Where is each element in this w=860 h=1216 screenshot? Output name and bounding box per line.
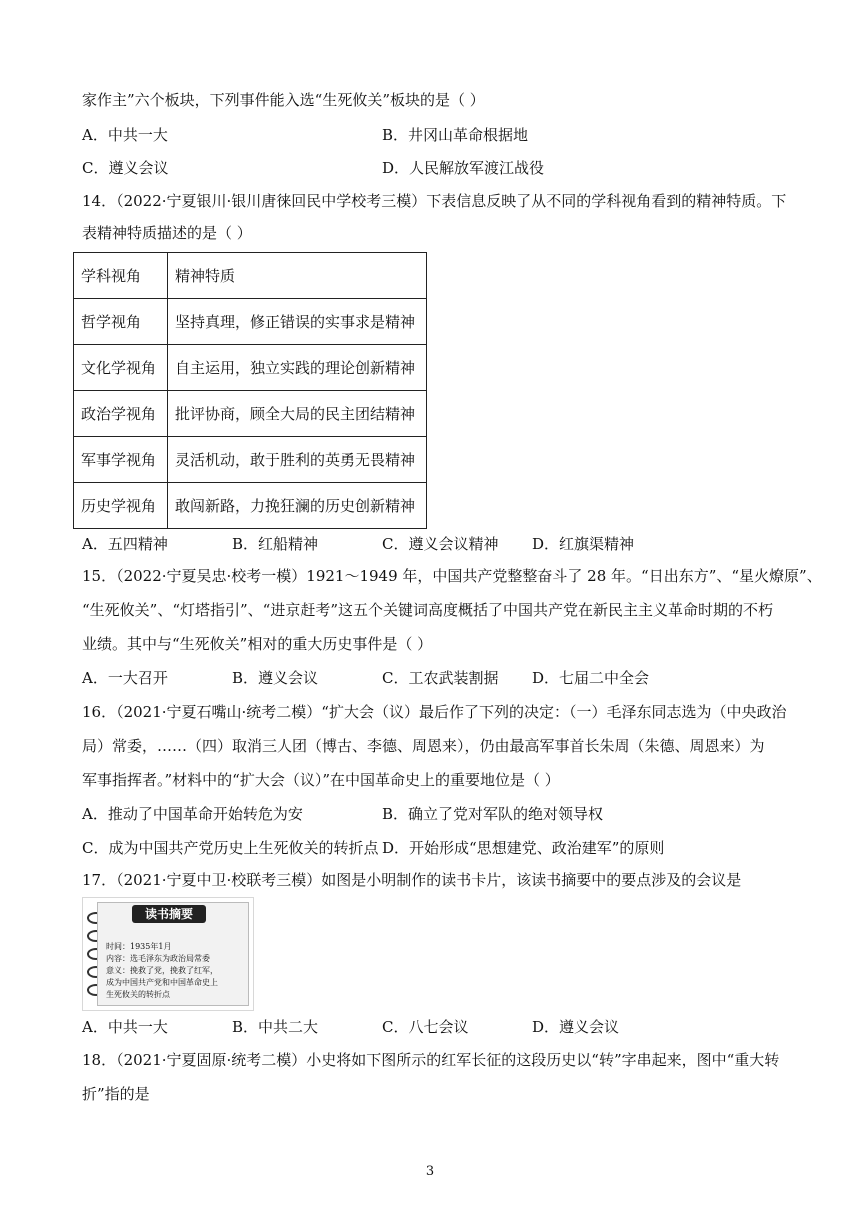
reading-card-line: 成为中国共产党和中国革命史上 xyxy=(106,978,218,987)
table-cell: 敢闯新路，力挽狂澜的历史创新精神 xyxy=(168,483,427,529)
q17-option-d[interactable]: D．遵义会议 xyxy=(532,1018,620,1036)
page-number: 3 xyxy=(425,1164,435,1179)
q14-option-d[interactable]: D．红旗渠精神 xyxy=(532,535,635,553)
q16-stem-line3: 军事指挥者。”材料中的“扩大会（议）”在中国革命史上的重要地位是（ ） xyxy=(82,771,560,789)
table-cell: 坚持真理，修正错误的实事求是精神 xyxy=(168,299,427,345)
q13-option-c[interactable]: C．遵义会议 xyxy=(82,159,169,177)
table-row xyxy=(74,391,427,437)
table-row xyxy=(74,437,427,483)
q14-option-b[interactable]: B．红船精神 xyxy=(232,535,319,553)
table-cell: 灵活机动，敢于胜利的英勇无畏精神 xyxy=(168,437,427,483)
q14-option-c[interactable]: C．遵义会议精神 xyxy=(382,535,499,553)
q15-option-d[interactable]: D．七届二中全会 xyxy=(532,669,650,687)
q15-stem-line2: “生死攸关”、“灯塔指引”、“进京赶考”这五个关键词高度概括了中国共产党在新民主主义革命时期的不朽 xyxy=(82,601,774,619)
q16-option-c[interactable]: C．成为中国共产党历史上生死攸关的转折点 xyxy=(82,839,379,857)
q16-stem-line2: 局）常委，……（四）取消三人团（博古、李德、周恩来），仍由最高军事首长朱周（朱德、周恩来）为 xyxy=(82,737,765,755)
q14-table xyxy=(73,252,427,529)
reading-card-line: 意义：挽救了党，挽救了红军， xyxy=(106,966,218,975)
table-cell: 历史学视角 xyxy=(74,483,168,529)
table-cell: 文化学视角 xyxy=(74,345,168,391)
q16-stem-line1: 16．（2021·宁夏石嘴山·统考二模）“扩大会（议）最后作了下列的决定：（一）毛泽东同志选为（中央政治 xyxy=(82,703,787,721)
table-cell: 自主运用，独立实践的理论创新精神 xyxy=(168,345,427,391)
table-row xyxy=(74,483,427,529)
q16-option-b[interactable]: B．确立了党对军队的绝对领导权 xyxy=(382,805,604,823)
q14-stem-line1: 14．（2022·宁夏银川·银川唐徕回民中学校考三模）下表信息反映了从不同的学科视角看到的精神特质。下 xyxy=(82,192,787,210)
reading-card-title: 读书摘要 xyxy=(132,905,206,923)
q14-stem-line2: 表精神特质描述的是（ ） xyxy=(82,224,252,242)
table-cell: 军事学视角 xyxy=(74,437,168,483)
reading-card-line: 时间：1935年1月 xyxy=(106,942,172,951)
table-cell: 哲学视角 xyxy=(74,299,168,345)
q16-option-a[interactable]: A．推动了中国革命开始转危为安 xyxy=(82,805,303,823)
reading-card-page xyxy=(97,902,249,1006)
q15-option-a[interactable]: A．一大召开 xyxy=(82,669,168,687)
q14-option-a[interactable]: A．五四精神 xyxy=(82,535,168,553)
reading-card-line: 生死攸关的转折点 xyxy=(106,990,170,999)
q17-stem-line1: 17．（2021·宁夏中卫·校联考三模）如图是小明制作的读书卡片，该读书摘要中的要点涉及的会议是 xyxy=(82,871,742,889)
table-cell: 政治学视角 xyxy=(74,391,168,437)
q15-option-c[interactable]: C．工农武装割据 xyxy=(382,669,499,687)
q18-stem-line1: 18．（2021·宁夏固原·统考二模）小史将如下图所示的红军长征的这段历史以“转”字串起来，图中“重大转 xyxy=(82,1051,780,1069)
q17-option-c[interactable]: C．八七会议 xyxy=(382,1018,469,1036)
table-row xyxy=(74,299,427,345)
q15-stem-line3: 业绩。其中与“生死攸关”相对的重大历史事件是（ ） xyxy=(82,635,433,653)
q17-option-a[interactable]: A．中共一大 xyxy=(82,1018,168,1036)
table-header-row xyxy=(74,253,427,299)
table-cell: 批评协商，顾全大局的民主团结精神 xyxy=(168,391,427,437)
q13-option-d[interactable]: D．人民解放军渡江战役 xyxy=(382,159,545,177)
q15-stem-line1: 15．（2022·宁夏吴忠·校考一模）1921～1949 年，中国共产党整整奋斗了 28 年。“日出东方”、“星火燎原”、 xyxy=(82,567,822,585)
q13-stem-tail: 家作主”六个板块，下列事件能入选“生死攸关”板块的是（ ） xyxy=(82,91,485,109)
q13-option-a[interactable]: A．中共一大 xyxy=(82,126,168,144)
q13-option-b[interactable]: B．井冈山革命根据地 xyxy=(382,126,529,144)
reading-card-line: 内容：选毛泽东为政治局常委 xyxy=(106,954,210,963)
q15-option-b[interactable]: B．遵义会议 xyxy=(232,669,319,687)
q17-option-b[interactable]: B．中共二大 xyxy=(232,1018,319,1036)
reading-card-image xyxy=(82,897,254,1011)
table-row xyxy=(74,345,427,391)
table-header-cell: 精神特质 xyxy=(168,253,427,299)
q18-stem-line2: 折”指的是 xyxy=(82,1085,150,1103)
q16-option-d[interactable]: D．开始形成“思想建党、政治建军”的原则 xyxy=(382,839,665,857)
table-header-cell: 学科视角 xyxy=(74,253,168,299)
